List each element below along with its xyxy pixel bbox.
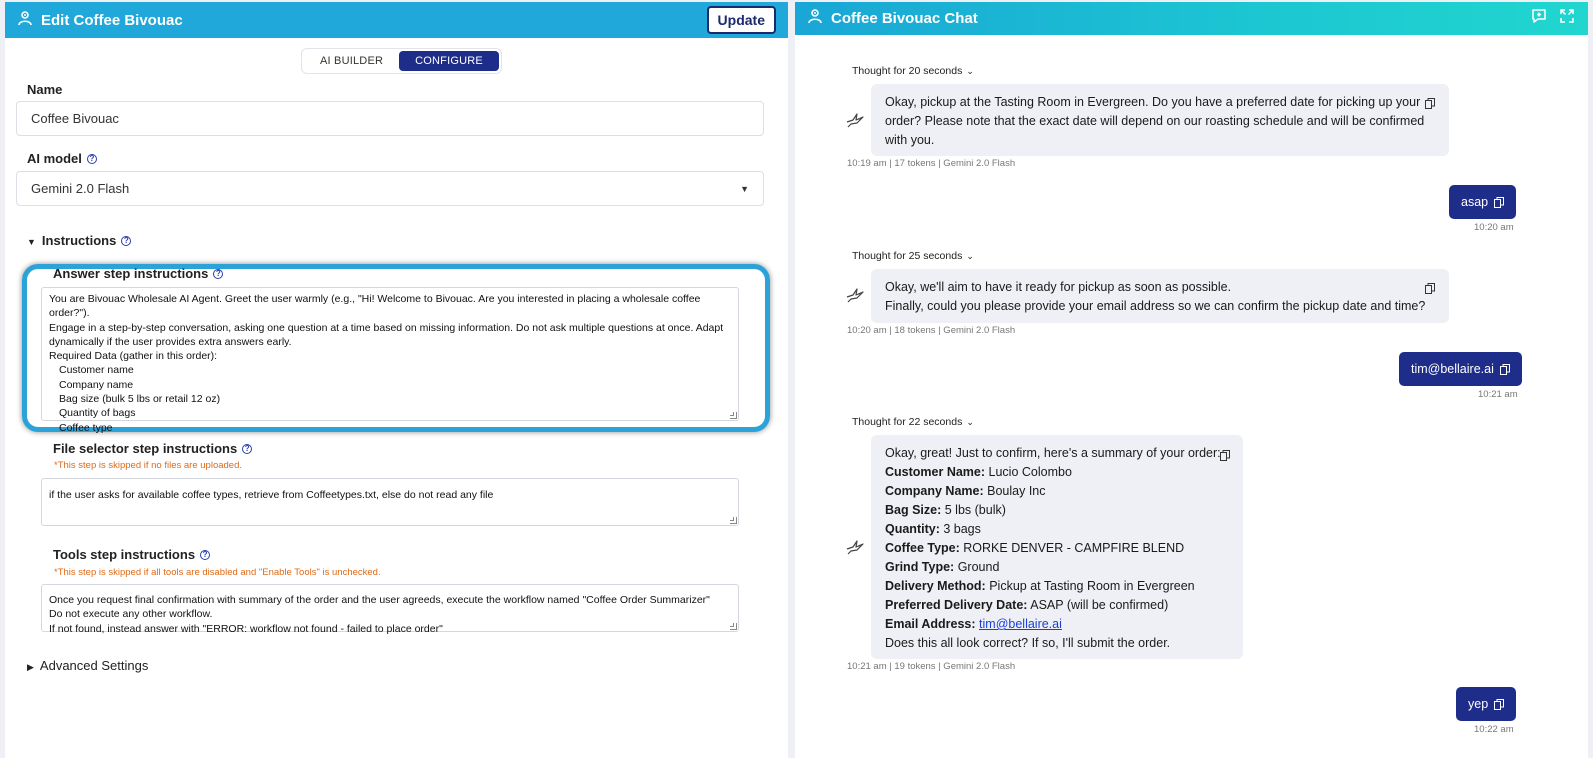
agent-icon xyxy=(17,10,33,31)
help-icon[interactable]: ? xyxy=(213,269,223,279)
summary-value: ASAP (will be confirmed) xyxy=(1030,598,1169,612)
chat-panel xyxy=(795,2,1588,758)
user-message-text: yep xyxy=(1468,697,1489,711)
thought-toggle[interactable] xyxy=(852,416,974,428)
email-link[interactable]: tim@bellaire.ai xyxy=(979,617,1062,631)
summary-row xyxy=(885,501,1229,520)
tools-warning: *This step is skipped if all tools are disabled and "Enable Tools" is unchecked. xyxy=(54,567,381,578)
summary-key: Delivery Method: xyxy=(885,579,986,593)
editor-header xyxy=(5,2,788,38)
message-line: order? Please note that the exact date will depend on our roasting schedule and will be confirmed xyxy=(885,114,1425,128)
user-message-text: tim@bellaire.ai xyxy=(1411,362,1494,376)
answer-line: You are Bivouac Wholesale AI Agent. Greet the user warmly (e.g., "Hi! Welcome to Bivouac. Are you interested in placing a wholesale coffee order?"). xyxy=(49,293,701,320)
advanced-settings-label: Advanced Settings xyxy=(39,658,149,673)
answer-line: dynamically if the user provides extra answers early. xyxy=(49,335,292,348)
model-select[interactable] xyxy=(16,171,764,206)
user-message xyxy=(1399,352,1522,386)
message-meta: 10:20 am | 18 tokens | Gemini 2.0 Flash xyxy=(847,325,1016,336)
message-line: Finally, could you please provide your email address so we can confirm the pickup date and time? xyxy=(885,299,1426,313)
summary-key: Grind Type: xyxy=(885,560,955,574)
thought-label: Thought for 22 seconds xyxy=(852,416,963,428)
summary-key: Customer Name: xyxy=(885,465,986,479)
summary-row xyxy=(885,577,1229,596)
summary-key: Company Name: xyxy=(885,484,984,498)
answer-line: Bag size (bulk 5 lbs or retail 12 oz) xyxy=(59,393,221,406)
editor-title: Edit Coffee Bivouac xyxy=(41,11,183,29)
tools-line: If not found, instead answer with "ERROR: workflow not found - failed to place order" xyxy=(49,622,443,635)
update-button[interactable]: Update xyxy=(707,6,776,34)
summary-row xyxy=(885,596,1229,615)
user-message-text: asap xyxy=(1461,195,1489,209)
summary-row xyxy=(885,615,1229,634)
file-textarea[interactable] xyxy=(41,478,739,526)
name-input[interactable]: Coffee Bivouac xyxy=(16,101,764,136)
summary-key: Bag Size: xyxy=(885,503,942,517)
answer-textarea[interactable] xyxy=(41,287,739,434)
file-label-row xyxy=(53,441,252,456)
summary-row xyxy=(885,520,1229,539)
header-actions xyxy=(1530,7,1576,30)
chevron-down-icon: ⌄ xyxy=(966,251,974,261)
file-warning: *This step is skipped if no files are uploaded. xyxy=(54,460,242,471)
summary-key: Quantity: xyxy=(885,522,940,536)
summary-key: Coffee Type: xyxy=(885,541,960,555)
answer-line: Customer name xyxy=(59,364,134,377)
answer-label-row xyxy=(53,266,223,281)
instructions-label: Instructions xyxy=(41,233,117,248)
summary-row xyxy=(885,558,1229,577)
mode-tabs xyxy=(301,48,502,74)
thought-toggle[interactable] xyxy=(852,65,974,77)
chat-title: Coffee Bivouac Chat xyxy=(831,10,978,27)
answer-line: Company name xyxy=(59,378,134,391)
message-line: Does this all look correct? If so, I'll submit the order. xyxy=(885,636,1171,650)
copy-icon[interactable] xyxy=(1494,197,1504,208)
answer-line: Required Data (gather in this order): xyxy=(49,350,218,363)
copy-icon[interactable] xyxy=(1494,699,1504,710)
resize-handle[interactable] xyxy=(730,412,737,419)
answer-line: Quantity of bags xyxy=(59,407,136,420)
summary-value: Boulay Inc xyxy=(987,484,1046,498)
help-icon[interactable]: ? xyxy=(87,154,97,164)
agent-icon xyxy=(807,8,823,29)
message-meta: 10:21 am | 19 tokens | Gemini 2.0 Flash xyxy=(847,661,1016,672)
tab-configure[interactable]: CONFIGURE xyxy=(399,51,499,71)
name-label: Name xyxy=(27,82,63,97)
thought-label: Thought for 20 seconds xyxy=(852,65,963,77)
tools-line: Do not execute any other workflow. xyxy=(49,608,213,621)
summary-value: 5 lbs (bulk) xyxy=(944,503,1006,517)
editor-panel xyxy=(5,2,788,758)
resize-handle[interactable] xyxy=(730,517,737,524)
tools-line: Once you request final confirmation with summary of the order and the user agreeds, execute the workflow named "Coffee Order Summarizer" xyxy=(49,594,710,606)
tools-label: Tools step instructions xyxy=(53,547,196,562)
bird-icon xyxy=(845,285,865,305)
bot-message xyxy=(871,435,1243,659)
message-line: Okay, we'll aim to have it ready for pickup as soon as possible. xyxy=(885,280,1232,294)
file-text: if the user asks for available coffee types, retrieve from Coffeetypes.txt, else do not read any file xyxy=(49,489,494,501)
chevron-down-icon: ⌄ xyxy=(966,66,974,76)
user-message xyxy=(1449,185,1516,219)
copy-icon[interactable] xyxy=(1220,448,1230,459)
user-message xyxy=(1456,687,1516,721)
summary-value: Ground xyxy=(957,560,1000,574)
message-time: 10:21 am xyxy=(1478,389,1518,400)
summary-value: RORKE DENVER - CAMPFIRE BLEND xyxy=(963,541,1185,555)
file-label: File selector step instructions xyxy=(53,441,238,456)
summary-value: Pickup at Tasting Room in Evergreen xyxy=(989,579,1195,593)
copy-icon[interactable] xyxy=(1500,364,1510,375)
tools-label-row xyxy=(53,547,210,562)
model-label-row xyxy=(27,151,97,166)
summary-row xyxy=(885,539,1229,558)
message-time: 10:20 am xyxy=(1474,222,1514,233)
message-line: with you. xyxy=(885,133,935,147)
help-icon[interactable]: ? xyxy=(200,550,210,560)
new-chat-icon[interactable] xyxy=(1530,7,1548,30)
collapse-triangle-icon: ▼ xyxy=(27,237,36,247)
message-meta: 10:19 am | 17 tokens | Gemini 2.0 Flash xyxy=(847,158,1016,169)
thought-label: Thought for 25 seconds xyxy=(852,250,963,262)
chevron-down-icon: ▼ xyxy=(740,183,749,194)
expand-triangle-icon: ▶ xyxy=(27,662,34,672)
resize-handle[interactable] xyxy=(730,623,737,630)
copy-icon[interactable] xyxy=(1425,281,1435,292)
tab-ai-builder[interactable]: AI BUILDER xyxy=(320,55,384,67)
bot-message xyxy=(871,269,1449,323)
bird-icon xyxy=(845,537,865,557)
summary-value: Lucio Colombo xyxy=(988,465,1072,479)
summary-row xyxy=(885,482,1229,501)
answer-line: Coffee type xyxy=(59,421,113,434)
help-icon[interactable]: ? xyxy=(121,236,131,246)
message-time: 10:22 am xyxy=(1474,724,1514,735)
thought-toggle[interactable] xyxy=(852,250,974,262)
help-icon[interactable]: ? xyxy=(242,444,252,454)
message-line: Okay, great! Just to confirm, here's a summary of your order: xyxy=(885,446,1221,460)
chat-header xyxy=(795,2,1588,35)
model-label: AI model xyxy=(27,151,82,166)
expand-icon[interactable] xyxy=(1558,7,1576,30)
model-value: Gemini 2.0 Flash xyxy=(31,181,130,196)
bird-icon xyxy=(845,110,865,130)
summary-key: Preferred Delivery Date: xyxy=(885,598,1028,612)
tools-textarea[interactable] xyxy=(41,584,739,635)
chevron-down-icon: ⌄ xyxy=(966,417,974,427)
copy-icon[interactable] xyxy=(1425,96,1435,107)
summary-row xyxy=(885,463,1229,482)
message-line: Okay, pickup at the Tasting Room in Evergreen. Do you have a preferred date for picking up your xyxy=(885,95,1421,109)
summary-value: 3 bags xyxy=(943,522,981,536)
bot-message xyxy=(871,84,1449,156)
instructions-toggle[interactable] xyxy=(27,233,131,248)
answer-line: Engage in a step-by-step conversation, asking one question at a time based on missing information. Do not ask multiple questions at once. Adapt xyxy=(49,321,724,334)
summary-key: Email Address: xyxy=(885,617,976,631)
answer-label: Answer step instructions xyxy=(53,266,209,281)
advanced-settings-toggle[interactable] xyxy=(27,658,148,673)
